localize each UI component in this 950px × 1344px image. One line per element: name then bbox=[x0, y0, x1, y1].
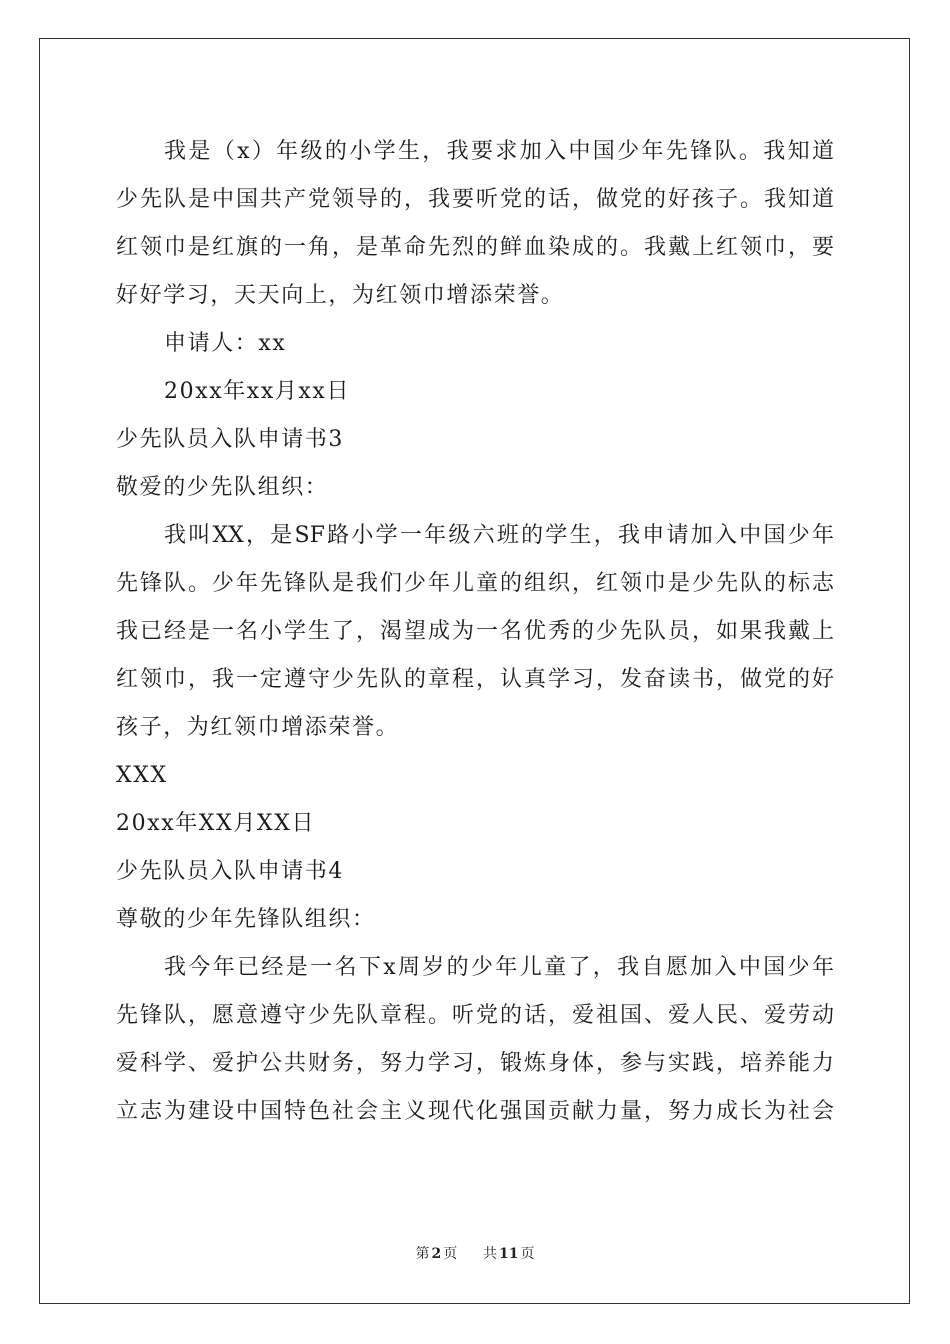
text-line: 少先队是中国共产党领导的，我要听党的话，做党的好孩子。我知道 bbox=[116, 187, 834, 212]
page-number: 2 bbox=[431, 1246, 442, 1262]
text-line: 我今年已经是一名下x周岁的少年儿童了，我自愿加入中国少年 bbox=[164, 955, 834, 980]
text-line: 敬爱的少先队组织： bbox=[116, 475, 329, 500]
text-line: 先锋队。少年先锋队是我们少年儿童的组织，红领巾是少先队的标志 bbox=[116, 571, 834, 596]
text-line: 爱科学、爱护公共财务，努力学习，锻炼身体，参与实践，培养能力 bbox=[116, 1051, 834, 1076]
text-line: 孩子，为红领巾增添荣誉。 bbox=[116, 715, 400, 740]
text-line: XXX bbox=[116, 763, 168, 788]
page-footer bbox=[0, 1243, 950, 1263]
text-line: 我是（x）年级的小学生，我要求加入中国少年先锋队。我知道 bbox=[164, 139, 834, 164]
text-line: 申请人：xx bbox=[164, 331, 287, 356]
text-line: 立志为建设中国特色社会主义现代化强国贡献力量，努力成长为社会 bbox=[116, 1099, 834, 1124]
total-pages-indicator bbox=[481, 1246, 536, 1262]
page-suffix: 页 bbox=[443, 1246, 458, 1262]
text-line: 少先队员入队申请书4 bbox=[116, 859, 344, 884]
text-line: 先锋队，愿意遵守少先队章程。听党的话，爱祖国、爱人民、爱劳动 bbox=[116, 1003, 834, 1028]
text-line: 我已经是一名小学生了，渴望成为一名优秀的少先队员，如果我戴上 bbox=[116, 619, 834, 644]
text-line: 少先队员入队申请书3 bbox=[116, 427, 344, 452]
text-line: 20xx年XX月XX日 bbox=[116, 811, 316, 836]
text-line: 我叫XX，是SF路小学一年级六班的学生，我申请加入中国少年 bbox=[164, 523, 834, 548]
text-line: 红领巾，我一定遵守少先队的章程，认真学习，发奋读书，做党的好 bbox=[116, 667, 834, 692]
page-indicator bbox=[413, 1246, 459, 1262]
text-line: 20xx年xx月xx日 bbox=[164, 379, 351, 404]
page-prefix: 第 bbox=[415, 1246, 430, 1262]
text-line: 红领巾是红旗的一角，是革命先烈的鲜血染成的。我戴上红领巾，要 bbox=[116, 235, 834, 260]
text-line: 尊敬的少年先锋队组织： bbox=[116, 907, 376, 932]
document-body bbox=[116, 128, 834, 1136]
total-suffix: 页 bbox=[520, 1246, 535, 1262]
total-prefix: 共 bbox=[483, 1246, 498, 1262]
text-line: 好好学习，天天向上，为红领巾增添荣誉。 bbox=[116, 283, 565, 308]
total-pages: 11 bbox=[499, 1246, 519, 1262]
